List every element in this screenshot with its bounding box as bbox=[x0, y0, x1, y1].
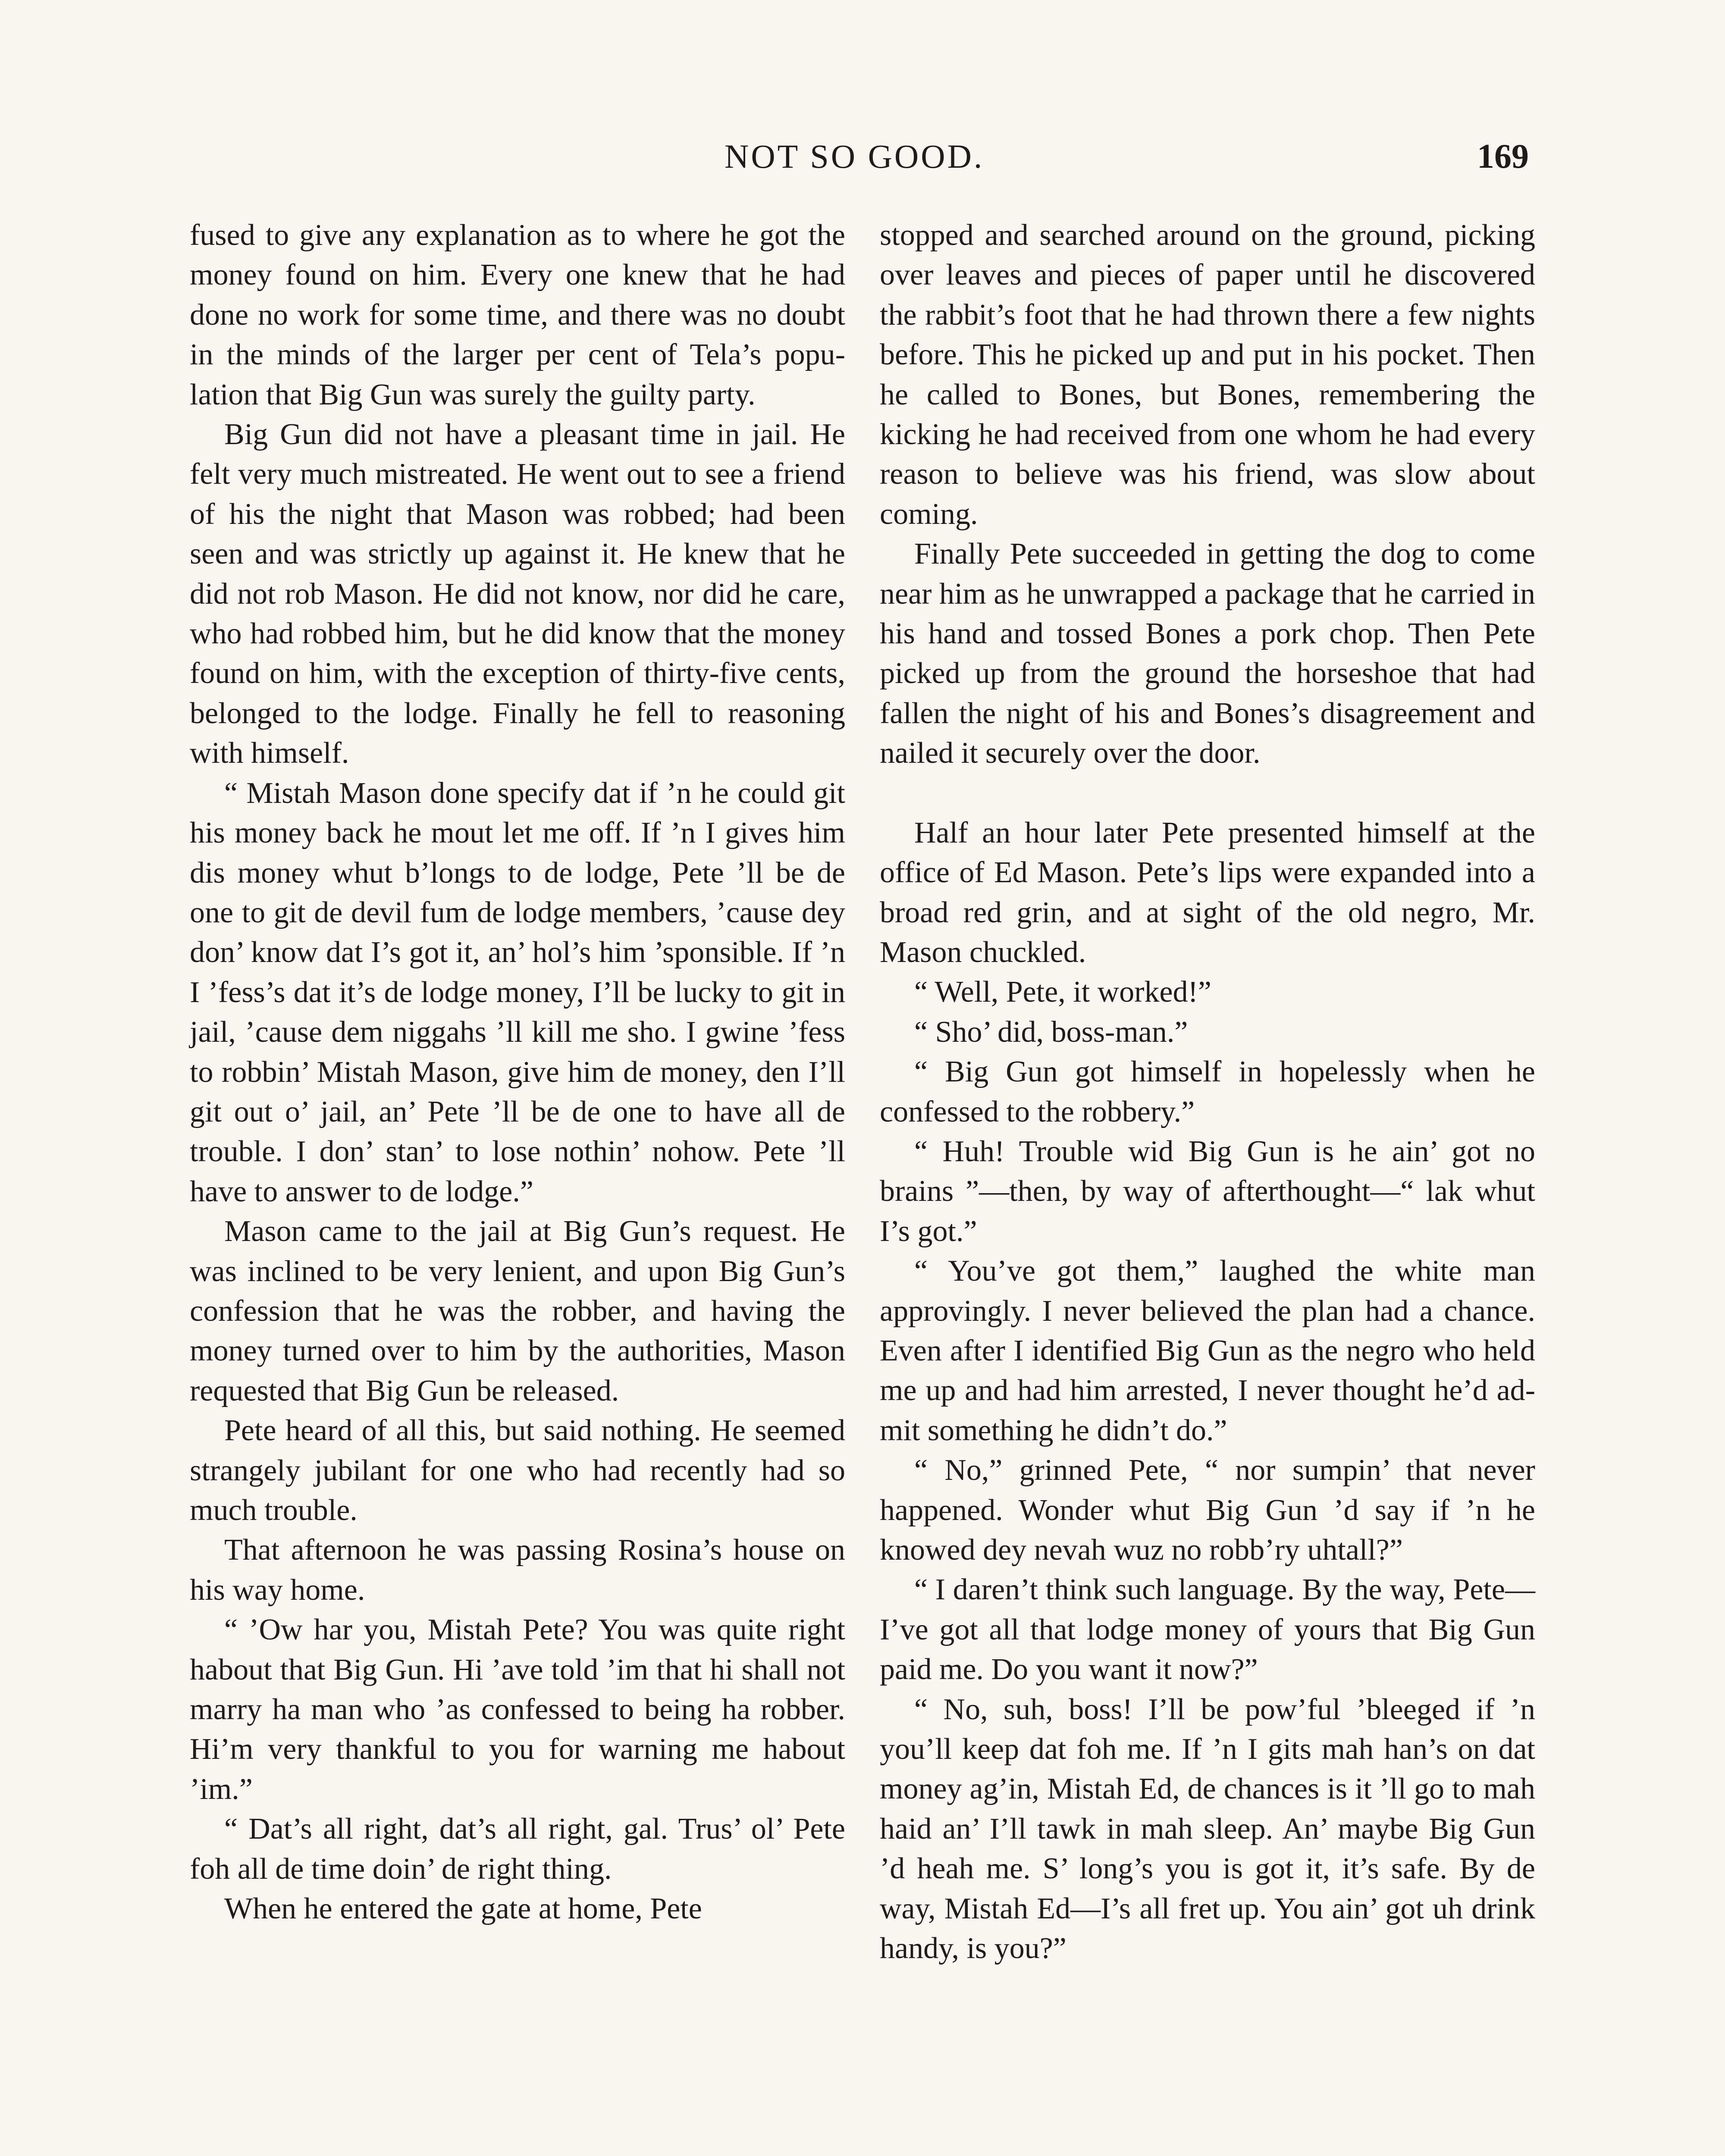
paragraph: “ No,” grinned Pete, “ nor sumpin’ that never happened. Wonder whut Big Gun ’d say if ’n he knowed dey nevah wuz no robb’ry uhtall?” bbox=[880, 1454, 1535, 1567]
paragraph: “ Dat’s all right, dat’s all right, gal. Trus’ ol’ Pete foh all de time doin’ de right thing. bbox=[190, 1812, 845, 1886]
left-text-column bbox=[190, 216, 845, 1929]
paragraph: “ Huh! Trouble wid Big Gun is he ain’ got no brains ”—then, by way of afterthought—“ lak whut I’s got.” bbox=[880, 1134, 1535, 1248]
paragraph: When he entered the gate at home, Pete bbox=[224, 1892, 702, 1926]
paragraph: Big Gun did not have a pleasant time in jail. He felt very much mistreated. He went out to see a friend of his the night that Mason was robbed; had been seen and was strictly up against it. He knew that he did not rob Mason. He did not know, nor did he care, who had robbed him, but he did know that the money found on him, with the exception of thirty-five cents, belonged to the lodge. Finally he fell to reasoning with himself. bbox=[190, 418, 845, 770]
paragraph: stopped and searched around on the ground, picking over leaves and pieces of paper until he discovered the rabbit’s foot that he had thrown there a few nights before. This he picked up and put in his pocket. Then he called to Bones, but Bones, remembering the kicking he had received from one whom he had every reason to believe was his friend, was slow about coming. bbox=[880, 219, 1535, 531]
paragraph: Mason came to the jail at Big Gun’s request. He was inclined to be very lenient, and upon Big Gun’s confession that he was the robber, and having the money turned over to him by the authorities, Mason requested that Big Gun be released. bbox=[190, 1215, 845, 1407]
paragraph: “ Big Gun got himself in hopelessly when he confessed to the robbery.” bbox=[880, 1055, 1535, 1128]
page-header bbox=[0, 137, 1725, 193]
paragraph: Pete heard of all this, but said nothing. He seemed strangely jubilant for one who had recently had so much trouble. bbox=[190, 1414, 845, 1527]
paragraph: “ Well, Pete, it worked!” bbox=[914, 975, 1211, 1009]
running-head: NOT SO GOOD. bbox=[724, 138, 985, 175]
paragraph: fused to give any explanation as to where he got the money found on him. Every one knew that he had done no work for some time, and there was no doubt in the minds of the larger per cent of Tela’s population that Big Gun was surely the guilty party. bbox=[190, 219, 845, 411]
paragraph: “ I daren’t think such language. By the way, Pete—I’ve got all that lodge money of yours that Big Gun paid me. Do you want it now?” bbox=[880, 1573, 1535, 1686]
paragraph: “ Mistah Mason done specify dat if ’n he could git his money back he mout let me off. If ’n I gives him dis money whut b’longs to de lodge, Pete ’ll be de one to git de devil fum de lodge members, ’cause dey don’ know dat I’s got it, an’ hol’s him ’sponsible. If ’n I ’fess’s dat it’s de lodge money, I’ll be lucky to git in jail, ’cause dem niggahs ’ll kill me sho. I gwine ’fess to robbin’ Mistah Mason, give him de money, den I’ll git out o’ jail, an’ Pete ’ll be de one to have all de trouble. I don’ stan’ to lose nothin’ nohow. Pete ’ll have to answer to de lodge.” bbox=[190, 776, 845, 1208]
paragraph: That afternoon he was passing Rosina’s house on his way home. bbox=[190, 1533, 845, 1607]
paragraph: “ Sho’ did, boss-man.” bbox=[914, 1015, 1188, 1049]
paragraph: “ No, suh, boss! I’ll be pow’ful ’bleeged if ’n you’ll keep dat foh me. If ’n I gits mah han’s on dat money ag’in, Mistah Ed, de chances is it ’ll go to mah haid an’ I’ll tawk in mah sleep. An’ maybe Big Gun ’d heah me. S’ long’s you is got it, it’s safe. By de way, Mistah Ed—I’s all fret up. You ain’ got uh drink handy, is you?” bbox=[880, 1692, 1535, 1965]
paragraph: “ ’Ow har you, Mistah Pete? You was quite right habout that Big Gun. Hi ’ave told ’im that hi shall not marry ha man who ’as confessed to being ha robber. Hi’m very thankful to you for warning me habout ’im.” bbox=[190, 1613, 845, 1806]
paragraph: Finally Pete succeeded in getting the dog to come near him as he unwrapped a package that he carried in his hand and tossed Bones a pork chop. Then Pete picked up from the ground the horseshoe that had fallen the night of his and Bones’s disagreement and nailed it securely over the door. bbox=[880, 537, 1535, 770]
right-text-column bbox=[880, 216, 1535, 1968]
page-number: 169 bbox=[1477, 138, 1529, 175]
paragraph: “ You’ve got them,” laughed the white man approvingly. I never believed the plan had a chance. Even after I identified Big Gun as the negro who held me up and had him arrested, I never thought he’d admit something he didn’t do.” bbox=[880, 1254, 1535, 1447]
paragraph: Half an hour later Pete presented himself at the office of Ed Mason. Pete’s lips were expanded into a broad red grin, and at sight of the old negro, Mr. Mason chuckled. bbox=[880, 816, 1535, 969]
